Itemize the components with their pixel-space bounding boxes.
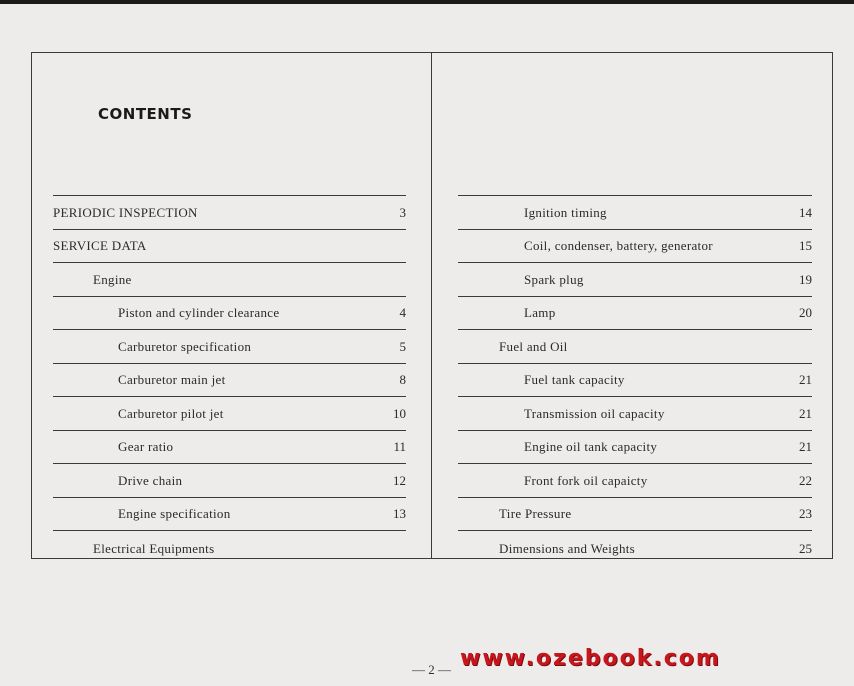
toc-entry-page: 11	[393, 439, 406, 454]
toc-entry	[53, 297, 406, 331]
toc-entry-page: 13	[393, 506, 406, 521]
toc-entry-page: 20	[799, 305, 812, 320]
toc-entry	[458, 230, 812, 264]
toc-entry	[53, 397, 406, 431]
toc-entry-label: PERIODIC INSPECTION	[53, 204, 198, 220]
toc-entry-page: 21	[799, 405, 812, 421]
toc-entry	[53, 230, 406, 264]
toc-entry	[458, 196, 812, 230]
toc-entry-label: Piston and cylinder clearance	[118, 305, 280, 320]
toc-entry-page: 4	[399, 305, 406, 320]
toc-entry-label: Spark plug	[524, 271, 584, 287]
watermark-link[interactable]: www.ozebook.com	[460, 646, 721, 671]
toc-entry	[53, 330, 406, 364]
toc-entry	[458, 431, 812, 465]
toc-entry-page: 5	[399, 338, 406, 354]
toc-entry-page: 22	[799, 472, 812, 488]
toc-entry-label: Tire Pressure	[499, 506, 572, 521]
toc-entry-label: Engine specification	[118, 506, 231, 521]
toc-entry	[458, 364, 812, 398]
toc-entry-page: 23	[799, 506, 812, 521]
toc-entry	[53, 196, 406, 230]
contents-heading: CONTENTS	[98, 105, 193, 123]
toc-entry	[458, 531, 812, 565]
toc-entry-label: Fuel tank capacity	[524, 372, 625, 387]
toc-entry	[458, 263, 812, 297]
toc-entry-page: 19	[799, 271, 812, 287]
toc-entry-label: Transmission oil capacity	[524, 405, 665, 421]
toc-entry-label: Electrical Equipments	[93, 540, 215, 556]
toc-entry	[53, 364, 406, 398]
toc-entry	[458, 464, 812, 498]
toc-entry	[53, 431, 406, 465]
toc-entry-page: 14	[799, 204, 812, 220]
toc-entry-label: Fuel and Oil	[499, 338, 568, 354]
column-divider	[431, 52, 432, 559]
toc-entry	[53, 263, 406, 297]
toc-entry-page: 3	[399, 204, 406, 220]
toc-entry-label: Front fork oil capaicty	[524, 472, 648, 488]
toc-entry-page: 25	[799, 540, 812, 556]
toc-entry-label: Ignition timing	[524, 204, 607, 220]
toc-entry-page: 21	[799, 372, 812, 387]
toc-entry	[53, 464, 406, 498]
toc-entry-label: Lamp	[524, 305, 556, 320]
toc-entry-page: 12	[393, 472, 406, 488]
toc-entry-label: Engine	[93, 271, 132, 287]
toc-entry-label: Coil, condenser, battery, generator	[524, 238, 713, 253]
toc-entry-label: Gear ratio	[118, 439, 174, 454]
toc-entry	[458, 330, 812, 364]
toc-entry-label: Carburetor main jet	[118, 372, 226, 387]
toc-entry	[458, 498, 812, 532]
toc-entry	[53, 531, 406, 565]
toc-entry-page: 21	[799, 439, 812, 454]
toc-entry-label: Engine oil tank capacity	[524, 439, 658, 454]
toc-entry	[458, 297, 812, 331]
contents-left-column	[53, 195, 406, 565]
toc-entry-page: 10	[393, 405, 406, 421]
toc-entry-label: SERVICE DATA	[53, 238, 147, 253]
toc-entry	[458, 397, 812, 431]
page-top-edge	[0, 0, 854, 4]
toc-entry-label: Carburetor specification	[118, 338, 252, 354]
page-number: — 2 —	[412, 662, 451, 677]
toc-entry-page: 15	[799, 238, 812, 253]
toc-entry-page: 8	[399, 372, 406, 387]
toc-entry	[53, 498, 406, 532]
toc-entry-label: Drive chain	[118, 472, 183, 488]
toc-entry-label: Carburetor pilot jet	[118, 405, 224, 421]
contents-right-column	[458, 195, 812, 565]
toc-entry-label: Dimensions and Weights	[499, 540, 636, 556]
